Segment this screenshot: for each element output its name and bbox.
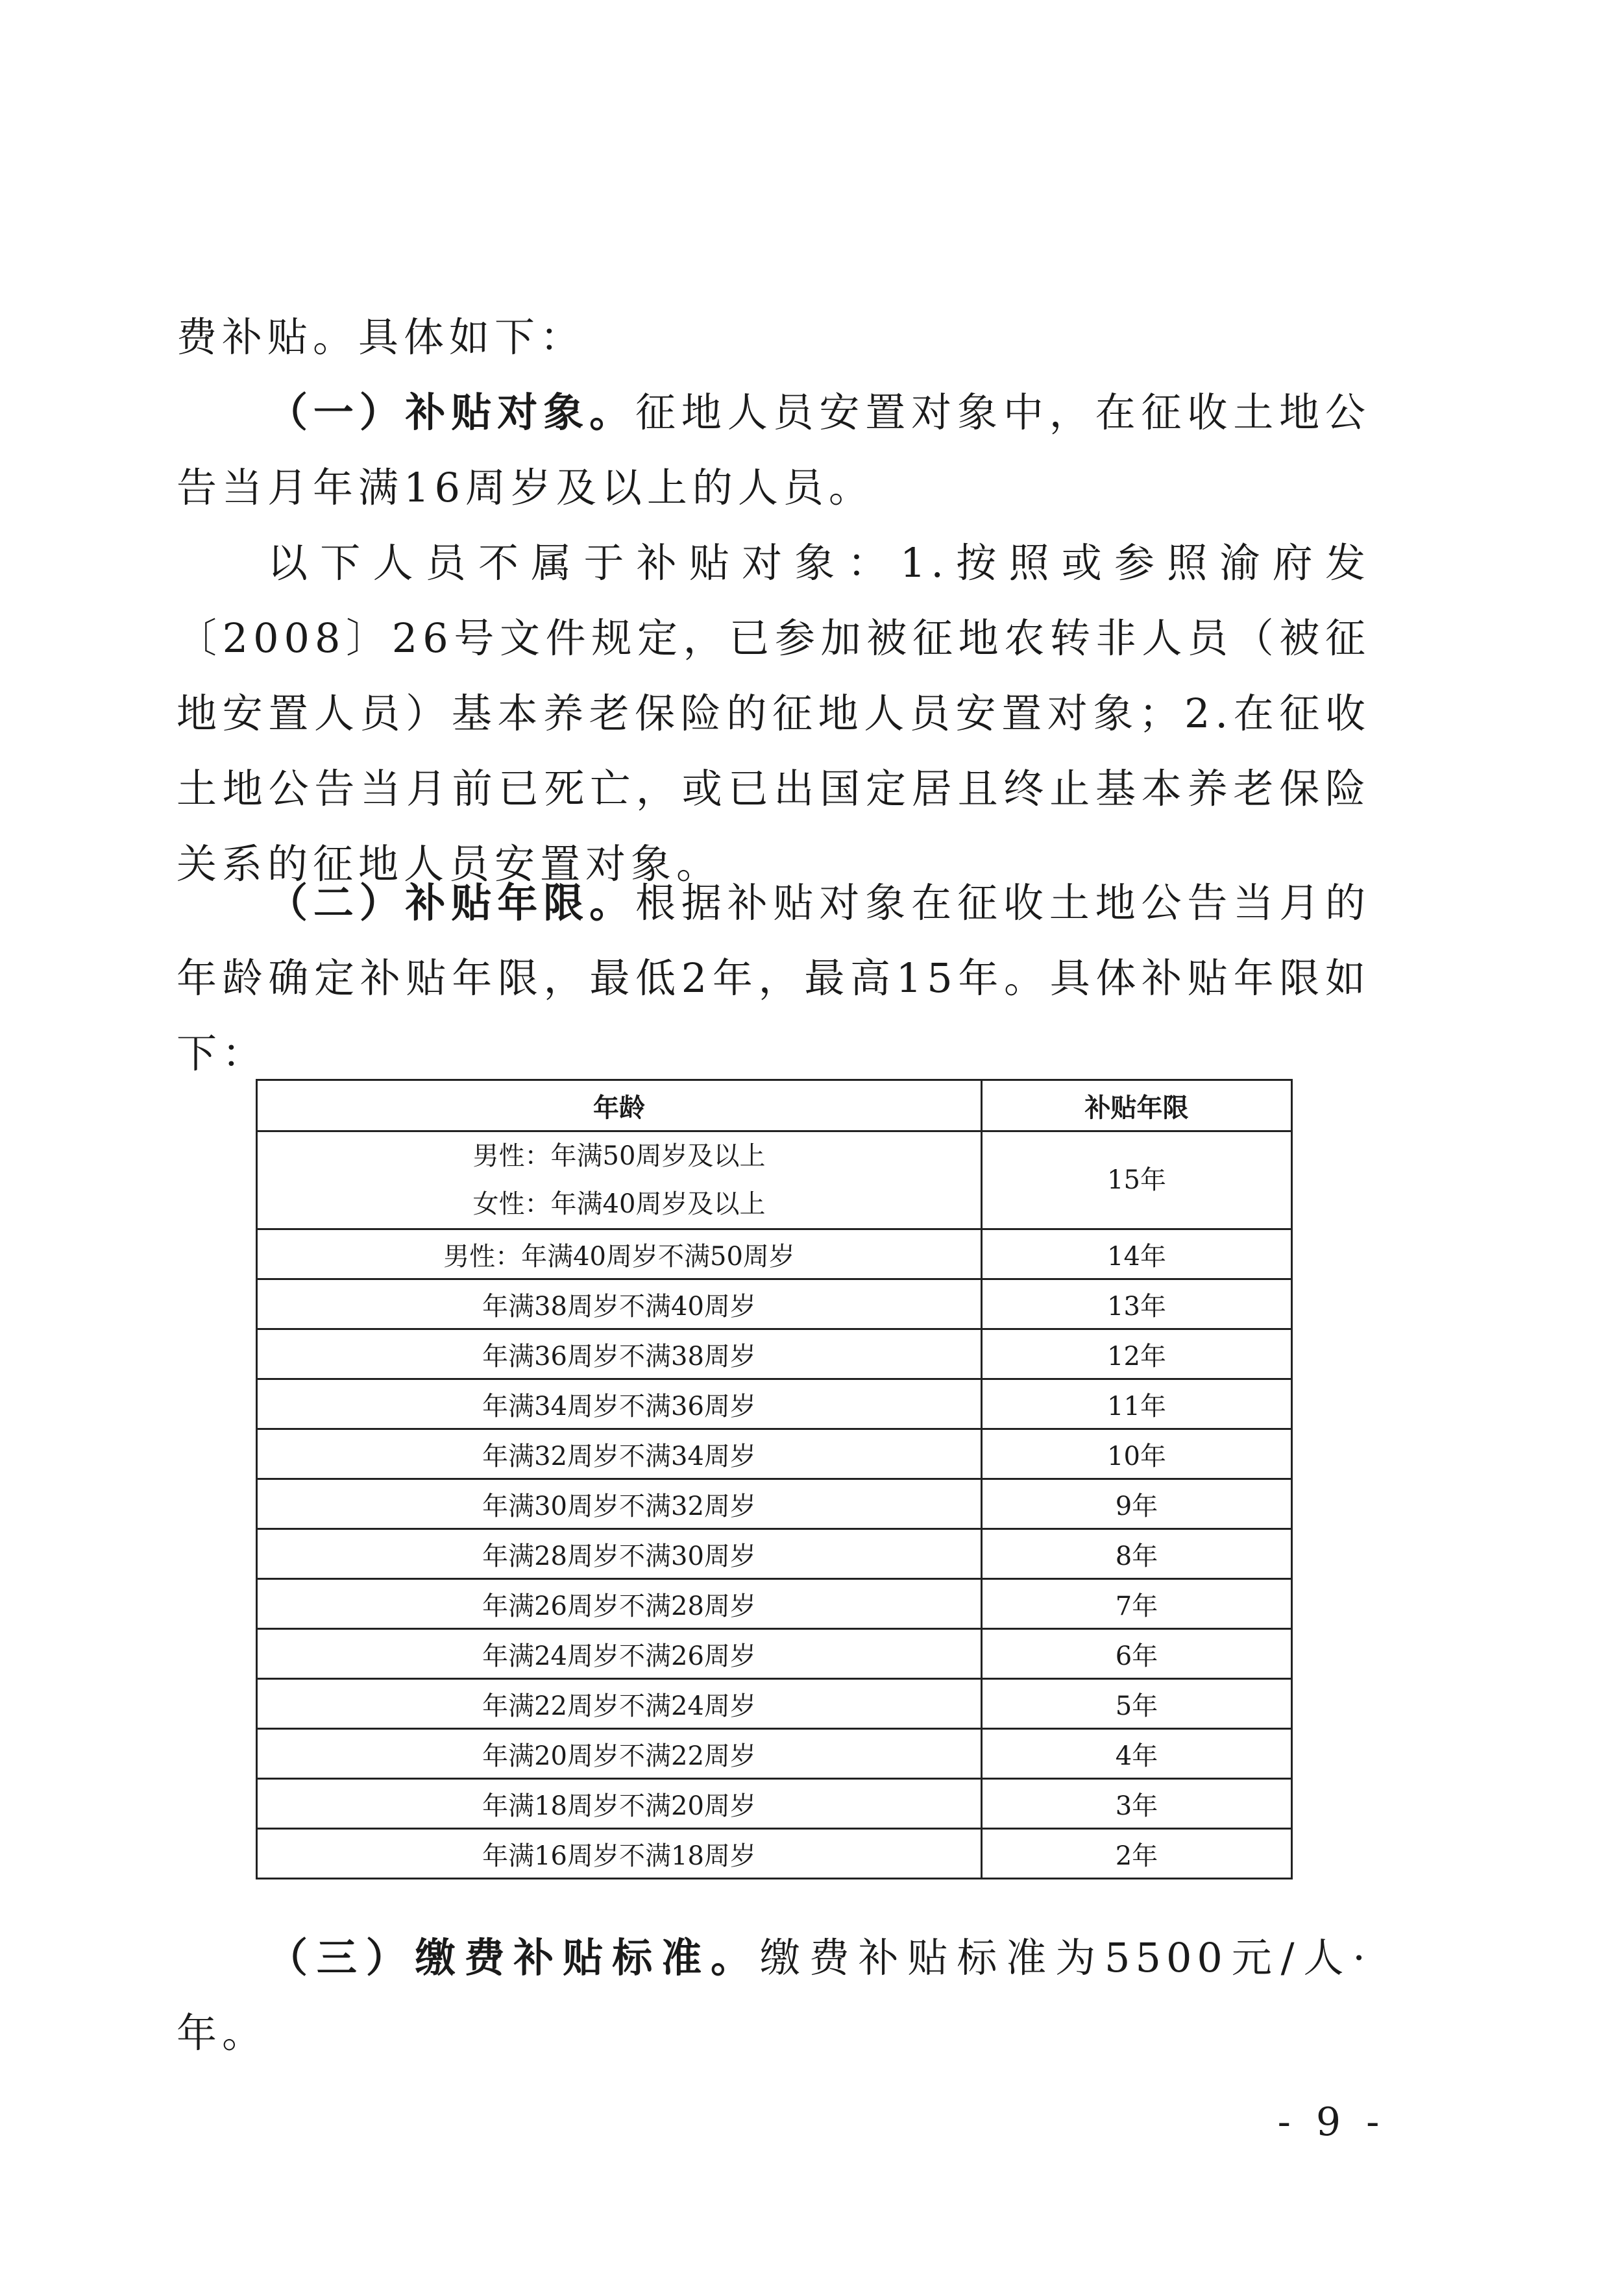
table-row xyxy=(257,1329,1292,1379)
table-row xyxy=(257,1131,1292,1229)
table-cell-age xyxy=(257,1131,982,1229)
paragraph-subsidy-target xyxy=(177,375,1371,526)
paragraph-exclusions: 以下人员不属于补贴对象：1.按照或参照渝府发〔2008〕26号文件规定，已参加被征地农转非人员（被征地安置人员）基本养老保险的征地人员安置对象；2.在征收土地公告当月前已死亡，或已出国定居且终止基本养老保险关系的征地人员安置对象。 xyxy=(177,539,1371,888)
table-cell-age: 年满16周岁不满18周岁 xyxy=(257,1829,982,1879)
table-row xyxy=(257,1279,1292,1329)
paragraph-intro: 费补贴。具体如下： xyxy=(177,313,586,361)
table-cell-age: 男性：年满40周岁不满50周岁 xyxy=(257,1229,982,1279)
table-cell-years: 11年 xyxy=(982,1379,1292,1429)
table-cell-years: 10年 xyxy=(982,1429,1292,1479)
table-cell-age: 年满34周岁不满36周岁 xyxy=(257,1379,982,1429)
table-cell-years: 4年 xyxy=(982,1729,1292,1779)
table-row xyxy=(257,1629,1292,1679)
table-header-row xyxy=(257,1080,1292,1131)
table-cell-age: 年满22周岁不满24周岁 xyxy=(257,1679,982,1729)
table-cell-age: 年满30周岁不满32周岁 xyxy=(257,1479,982,1529)
table-cell-age: 年满38周岁不满40周岁 xyxy=(257,1279,982,1329)
paragraph-payment-standard xyxy=(177,1920,1371,2071)
section-heading-subsidy-target: （一）补贴对象。 xyxy=(267,389,635,436)
table-cell-years: 14年 xyxy=(982,1229,1292,1279)
age-line-female: 女性：年满40周岁及以上 xyxy=(472,1189,766,1219)
table-row xyxy=(257,1829,1292,1879)
section-body-subsidy-years: 根据补贴对象在征收土地公告当月的年龄确定补贴年限，最低2年，最高15年。具体补贴年限如下： xyxy=(177,879,1371,1077)
table-cell-years: 3年 xyxy=(982,1779,1292,1829)
table-cell-years: 15年 xyxy=(982,1131,1292,1229)
section-heading-payment-standard: （三）缴费补贴标准。 xyxy=(267,1934,760,1981)
table-cell-age: 年满20周岁不满22周岁 xyxy=(257,1729,982,1779)
page-number: - 9 - xyxy=(1277,2099,1386,2145)
table-cell-years: 5年 xyxy=(982,1679,1292,1729)
table-cell-years: 9年 xyxy=(982,1479,1292,1529)
section-body-payment-standard: 缴费补贴标准为5500元/人·年。 xyxy=(177,1934,1371,2057)
table-cell-age: 年满18周岁不满20周岁 xyxy=(257,1779,982,1829)
table-row xyxy=(257,1779,1292,1829)
table-cell-age: 年满26周岁不满28周岁 xyxy=(257,1579,982,1629)
table-row xyxy=(257,1229,1292,1279)
table-cell-age: 年满32周岁不满34周岁 xyxy=(257,1429,982,1479)
table-cell-years: 7年 xyxy=(982,1579,1292,1629)
table-cell-years: 8年 xyxy=(982,1529,1292,1579)
table-row xyxy=(257,1579,1292,1629)
table-cell-age: 年满36周岁不满38周岁 xyxy=(257,1329,982,1379)
table-cell-years: 12年 xyxy=(982,1329,1292,1379)
table-cell-age: 年满28周岁不满30周岁 xyxy=(257,1529,982,1579)
table-cell-age: 年满24周岁不满26周岁 xyxy=(257,1629,982,1679)
table-cell-years: 13年 xyxy=(982,1279,1292,1329)
table-row xyxy=(257,1379,1292,1429)
table-row xyxy=(257,1679,1292,1729)
table-header-age: 年龄 xyxy=(257,1080,982,1131)
table-row xyxy=(257,1429,1292,1479)
age-line-male: 男性：年满50周岁及以上 xyxy=(472,1141,766,1171)
section-body-subsidy-target: 征地人员安置对象中，在征收土地公告当月年满16周岁及以上的人员。 xyxy=(177,389,1371,511)
section-heading-subsidy-years: （二）补贴年限。 xyxy=(267,879,635,926)
table-row xyxy=(257,1729,1292,1779)
paragraph-subsidy-years xyxy=(177,865,1371,1091)
table-row xyxy=(257,1529,1292,1579)
subsidy-years-table xyxy=(256,1079,1293,1879)
table-cell-years: 2年 xyxy=(982,1829,1292,1879)
table-row xyxy=(257,1479,1292,1529)
table-header-years: 补贴年限 xyxy=(982,1080,1292,1131)
table-cell-years: 6年 xyxy=(982,1629,1292,1679)
